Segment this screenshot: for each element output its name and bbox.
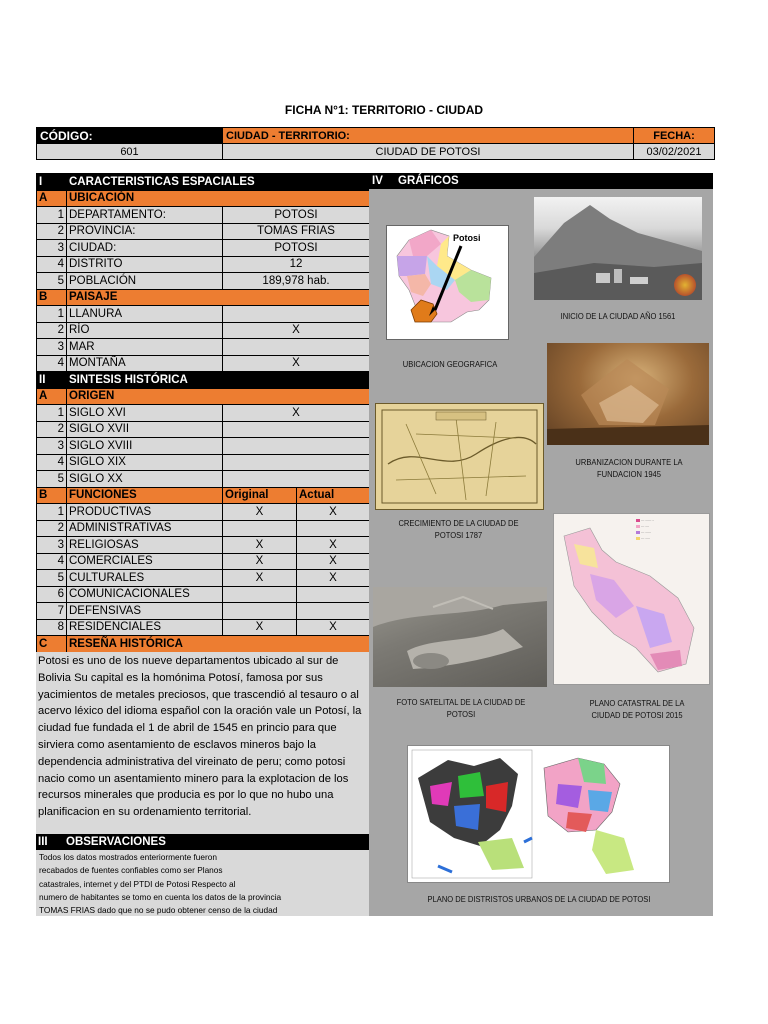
funciones-row (37, 570, 370, 587)
subsection-paisaje (37, 289, 370, 306)
ubicacion-row (37, 273, 370, 290)
row-label: SIGLO XVI (67, 405, 223, 422)
subsection-letter: A (37, 190, 67, 207)
row-label: SIGLO XIX (67, 454, 223, 471)
paisaje-row (37, 355, 370, 372)
subsection-title: RESEÑA HISTÓRICA (67, 636, 370, 653)
row-value: X (223, 355, 370, 372)
crecimiento-1787-map (375, 403, 544, 510)
caption-catastral: PLANO CATASTRAL DE LA CIUDAD DE POTOSI 2015 (589, 698, 685, 720)
codigo-label: CÓDIGO: (37, 128, 223, 144)
origen-row (37, 438, 370, 455)
row-number: 2 (37, 520, 67, 537)
row-number: 1 (37, 207, 67, 224)
row-number: 2 (37, 223, 67, 240)
observaciones-number: III (38, 836, 48, 848)
origen-row (37, 471, 370, 488)
characteristics-table (36, 173, 370, 653)
funciones-row (37, 586, 370, 603)
row-original (223, 520, 297, 537)
row-label: CIUDAD: (67, 240, 223, 257)
row-value (223, 339, 370, 356)
row-number: 1 (37, 306, 67, 323)
row-value: POTOSI (223, 207, 370, 224)
row-number: 8 (37, 619, 67, 636)
row-label: PROVINCIA: (67, 223, 223, 240)
paisaje-row (37, 306, 370, 323)
funciones-row (37, 603, 370, 620)
graficos-title: GRÁFICOS (398, 175, 459, 187)
row-label: LLANURA (67, 306, 223, 323)
row-value: X (223, 405, 370, 422)
funciones-row (37, 504, 370, 521)
row-label: DISTRITO (67, 256, 223, 273)
plano-catastral-map (553, 513, 710, 685)
row-number: 3 (37, 438, 67, 455)
row-original: X (223, 504, 297, 521)
section-header-sintesis (37, 372, 370, 389)
row-value (223, 454, 370, 471)
caption-distritos: PLANO DE DISTRISTOS URBANOS DE LA CIUDAD DE POTOSI (427, 894, 651, 904)
subsection-title: ORIGEN (67, 388, 370, 405)
caption-crecimiento: CRECIMIENTO DE LA CIUDAD DE POTOSI 1787 (398, 518, 519, 540)
document-title: FICHA N°1: TERRITORIO - CIUDAD (284, 103, 484, 117)
observaciones-title: OBSERVACIONES (66, 836, 166, 848)
row-original (223, 603, 297, 620)
funciones-row (37, 537, 370, 554)
row-original: X (223, 553, 297, 570)
fecha-value: 03/02/2021 (634, 144, 715, 160)
row-value: TOMAS FRIAS (223, 223, 370, 240)
row-number: 1 (37, 405, 67, 422)
row-number: 2 (37, 322, 67, 339)
row-label: DEPARTAMENTO: (67, 207, 223, 224)
ciudad-value: CIUDAD DE POTOSI (223, 144, 634, 160)
row-actual (297, 520, 370, 537)
fecha-label: FECHA: (634, 128, 715, 144)
row-number: 4 (37, 454, 67, 471)
row-original: X (223, 619, 297, 636)
row-value (223, 306, 370, 323)
subsection-origen (37, 388, 370, 405)
graficos-number: IV (372, 175, 383, 187)
observaciones-header (36, 834, 369, 850)
row-number: 4 (37, 553, 67, 570)
bolivia-map-image (386, 225, 509, 340)
caption-ubicacion: UBICACION GEOGRAFICA (402, 359, 498, 369)
row-number: 4 (37, 355, 67, 372)
subsection-letter: C (37, 636, 67, 653)
row-label: MONTAÑA (67, 355, 223, 372)
row-original: X (223, 537, 297, 554)
row-number: 1 (37, 504, 67, 521)
paisaje-row (37, 322, 370, 339)
section-blank (297, 174, 370, 191)
row-value: POTOSI (223, 240, 370, 257)
row-number: 5 (37, 273, 67, 290)
subsection-title: PAISAJE (67, 289, 370, 306)
section-number: II (37, 372, 67, 389)
origen-row (37, 454, 370, 471)
subsection-ubicacion (37, 190, 370, 207)
caption-inicio: INICIO DE LA CIUDAD AÑO 1561 (560, 311, 676, 321)
subsection-resena (37, 636, 370, 653)
codigo-value: 601 (37, 144, 223, 160)
row-value: 189,978 hab. (223, 273, 370, 290)
subsection-letter: A (37, 388, 67, 405)
funciones-row (37, 520, 370, 537)
row-number: 5 (37, 471, 67, 488)
row-label: RESIDENCIALES (67, 619, 223, 636)
row-label: SIGLO XX (67, 471, 223, 488)
row-actual (297, 603, 370, 620)
ubicacion-row (37, 240, 370, 257)
plano-distritos-map (407, 745, 670, 883)
row-actual (297, 586, 370, 603)
catastral-legend: ··········· ······· ········· ········ (636, 518, 704, 542)
row-label: ADMINISTRATIVAS (67, 520, 223, 537)
resena-historica-text: Potosi es uno de los nueve departamentos ubicado al sur de Bolivia Su capital es la homónima Potosí, famosa por sus yacimientos de metales preciosos, que trascendió al tesauro o al acervo léxico del idioma español con la oración vale un Potosí, la ciudad fue fundada el 1 de abril de 1545 en princio para que sirviera como asentamiento de esclavos mineros bajo la dependencia administrativa del vireinato de peru; como potosi nacio como un asentamiento minero para la explotacion de los recursos minerales que producia es por lo que no hubo una planificacion en su ordenamiento territorial. (36, 652, 369, 834)
row-label: POBLACIÓN (67, 273, 223, 290)
subsection-title: UBICACIÓN (67, 190, 370, 207)
row-label: SIGLO XVIII (67, 438, 223, 455)
row-label: RÍO (67, 322, 223, 339)
row-value (223, 421, 370, 438)
subsection-funciones (37, 487, 370, 504)
row-label: CULTURALES (67, 570, 223, 587)
row-label: COMUNICACIONALES (67, 586, 223, 603)
graficos-panel (369, 189, 713, 916)
row-actual: X (297, 619, 370, 636)
row-number: 2 (37, 421, 67, 438)
row-value: 12 (223, 256, 370, 273)
row-number: 4 (37, 256, 67, 273)
row-number: 5 (37, 570, 67, 587)
row-original (223, 586, 297, 603)
paisaje-row (37, 339, 370, 356)
row-actual: X (297, 537, 370, 554)
row-value: X (223, 322, 370, 339)
urbanizacion-painting (547, 343, 709, 445)
row-number: 3 (37, 537, 67, 554)
row-label: PRODUCTIVAS (67, 504, 223, 521)
header-table (36, 127, 715, 160)
row-number: 3 (37, 240, 67, 257)
ubicacion-row (37, 256, 370, 273)
section-number: I (37, 174, 67, 191)
origen-row (37, 405, 370, 422)
row-value (223, 438, 370, 455)
ciudad-label: CIUDAD - TERRITORIO: (223, 128, 634, 144)
foto-satelital-image (373, 587, 547, 687)
section-title: CARACTERISTICAS ESPACIALES (67, 174, 297, 191)
row-number: 7 (37, 603, 67, 620)
funciones-row (37, 553, 370, 570)
row-original: X (223, 570, 297, 587)
row-number: 3 (37, 339, 67, 356)
ubicacion-row (37, 207, 370, 224)
caption-urbanizacion: URBANIZACION DURANTE LA FUNDACION 1945 (575, 457, 683, 479)
row-label: DEFENSIVAS (67, 603, 223, 620)
caption-satelital: FOTO SATELITAL DE LA CIUDAD DE POTOSI (396, 697, 526, 719)
row-actual: X (297, 570, 370, 587)
observaciones-text: Todos los datos mostrados enteriormente fueron recabados de fuentes confiables como ser Planos catastrales, internet y del PTDI de Potosi Respecto al numero de habitantes se tomo en cuenta los datos de la provincia TOMAS FRIAS dado que no se pudo obtener censo de la ciudad (36, 850, 369, 916)
row-label: SIGLO XVII (67, 421, 223, 438)
subsection-letter: B (37, 487, 67, 504)
section-header-caracteristicas (37, 174, 370, 191)
column-actual-header: Actual (297, 487, 370, 504)
column-original-header: Original (223, 487, 297, 504)
row-number: 6 (37, 586, 67, 603)
section-title: SINTESIS HISTÓRICA (67, 372, 370, 389)
ubicacion-row (37, 223, 370, 240)
coat-of-arms-icon (674, 274, 696, 296)
origen-row (37, 421, 370, 438)
map-potosi-label: Potosi (453, 233, 481, 243)
row-label: COMERCIALES (67, 553, 223, 570)
funciones-row (37, 619, 370, 636)
row-actual: X (297, 504, 370, 521)
row-label: RELIGIOSAS (67, 537, 223, 554)
row-value (223, 471, 370, 488)
row-label: MAR (67, 339, 223, 356)
row-actual: X (297, 553, 370, 570)
graficos-header (369, 173, 713, 189)
inicio-ciudad-photo (534, 197, 702, 300)
subsection-letter: B (37, 289, 67, 306)
subsection-title: FUNCIONES (67, 487, 223, 504)
